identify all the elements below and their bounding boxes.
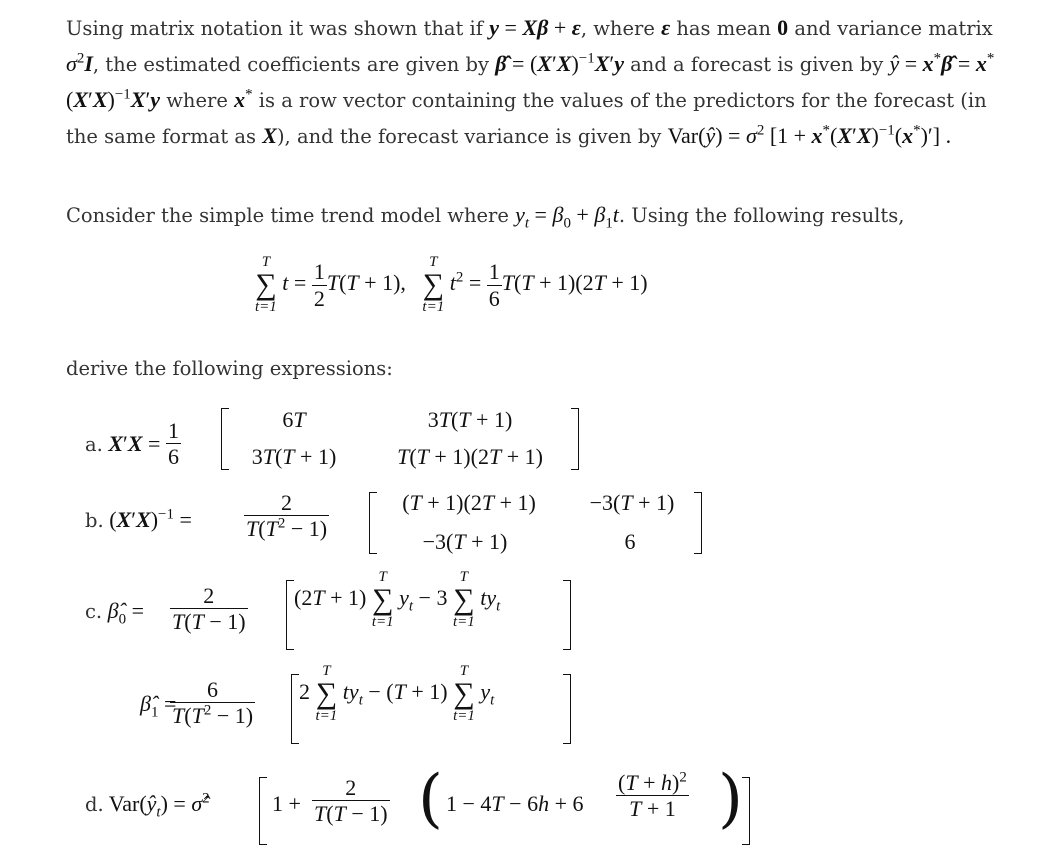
fraction-sixth: $\frac{1}{6}$ — [167, 418, 179, 470]
forecast-formula: ŷ = x*β̂ = $x^*(X'X)^{-1}X'y$ — [66, 50, 995, 112]
intro-text-6: and a forecast is given by — [630, 53, 884, 76]
bracket-right — [694, 492, 702, 554]
expr-c-lhs: c. $\betâ_0$ = — [85, 598, 144, 628]
matrix-b-12: −3(T + 1) — [589, 490, 675, 515]
trend-model: $y_t = \beta_0 + \beta_1t$ — [515, 202, 619, 232]
bracket-left — [286, 580, 294, 650]
bracket-left — [221, 408, 229, 470]
expr-d-one-plus: 1 + — [272, 791, 301, 816]
expr-c-body: (2T + 1) T ∑ t=1 $y_t - 3$ T ∑ t=1 $ty_t$ — [294, 569, 501, 630]
expr-b-lhs: b. $(X'X)^{-1}$ = — [85, 506, 192, 532]
consider-text-2: . Using the following results, — [618, 204, 905, 227]
bracket-left — [369, 492, 377, 554]
expr-d-inner-fraction: $\frac{(T + h)^2}{T + 1}$ — [618, 769, 687, 822]
paren-right: ) — [718, 762, 743, 836]
label-b: b. — [85, 509, 104, 532]
epsilon-symbol: ε — [661, 15, 671, 40]
zero-vector: 0 — [777, 15, 789, 40]
expr-a-lhs: a. X′X = $\frac{1}{6}$ — [85, 418, 179, 470]
expr-b-fraction: $\frac{2}{T(T^2 - 1)}$ — [246, 490, 328, 542]
label-c: c. — [85, 600, 103, 623]
bracket-right — [563, 674, 571, 744]
beta-hat-formula: β̂ = $(X'X)^{-1}X'y$ — [495, 50, 624, 76]
sum-operator: T ∑ t=1 — [255, 254, 277, 315]
matrix-a-22: T(T + 1)(2T + 1) — [397, 444, 543, 469]
x-star-symbol: x* — [234, 86, 253, 112]
bracket-right — [571, 408, 579, 470]
matrix-b-11: (T + 1)(2T + 1) — [402, 490, 536, 515]
matrix-a-11: 6T — [282, 407, 306, 432]
variance-matrix: $\sigma^2I$ — [66, 50, 93, 76]
matrix-a-12: 3T(T + 1) — [427, 407, 513, 432]
matrix-b-22: 6 — [624, 529, 636, 554]
intro-text-7: where — [166, 89, 228, 112]
label-a: a. — [85, 432, 103, 456]
expr-d-lhs: d. $Var(ŷ_t)$ = σ̂$^2$ — [85, 790, 210, 821]
intro-text-9: ), and the forecast variance is given by — [276, 125, 662, 148]
consider-text-1: Consider the simple time trend model where — [66, 204, 509, 227]
bracket-right — [742, 777, 750, 845]
bracket-right — [563, 580, 571, 650]
expr-d-fraction: $\frac{2}{T(T - 1)}$ — [314, 775, 388, 827]
sum-operator: T ∑ t=1 — [422, 254, 445, 315]
intro-text-1: Using matrix notation it was shown that if — [66, 17, 484, 40]
model-equation: y = Xβ + ε — [489, 15, 581, 40]
fraction-half: $\frac{1}{2}$ — [313, 259, 325, 311]
paren-left: ( — [418, 762, 443, 836]
forecast-variance-formula: Var(ŷ) = $\sigma^2$ $[1 + x^*(X'X)^{-1}(x^*)']$ . — [667, 122, 952, 148]
expr-beta1-fraction: $\frac{6}{T(T^2 - 1)}$ — [172, 677, 254, 729]
intro-text-4: and variance matrix — [794, 17, 993, 40]
intro-text-3: has mean — [676, 17, 771, 40]
expr-d-inner: 1 − 4T − 6h + 6 — [446, 791, 584, 816]
bracket-left — [291, 674, 299, 744]
derive-text: derive the following expressions: — [66, 357, 393, 380]
intro-text-2: , where — [580, 17, 655, 40]
matrix-b-21: −3(T + 1) — [422, 529, 508, 554]
consider-line — [66, 202, 905, 232]
x-matrix-symbol: X — [262, 123, 277, 148]
matrix-a-21: 3T(T + 1) — [251, 444, 337, 469]
sum-results: T ∑ t=1 t = $\frac{1}{2}$ T(T + 1), T ∑ t=1 $t^2$ = $\frac{1}{6}$ T(T + 1)(2T + 1) — [255, 254, 648, 315]
expr-c-fraction: $\frac{2}{T(T - 1)}$ — [172, 583, 246, 635]
bracket-left — [259, 777, 267, 845]
expr-beta1-lhs: $\betâ_1$ = — [140, 691, 177, 721]
intro-text-5: , the estimated coefficients are given by — [92, 53, 490, 76]
label-d: d. — [85, 793, 104, 816]
intro-text-8: is a row vector containing the values of the predictors for the forecast (in the same format as — [66, 89, 987, 148]
intro-paragraph — [66, 10, 1006, 154]
expr-beta1-body: 2 T ∑ t=1 $ty_t - (T + 1)$ T ∑ t=1 $y_t$ — [299, 663, 495, 724]
fraction-sixth: $\frac{1}{6}$ — [488, 259, 500, 311]
